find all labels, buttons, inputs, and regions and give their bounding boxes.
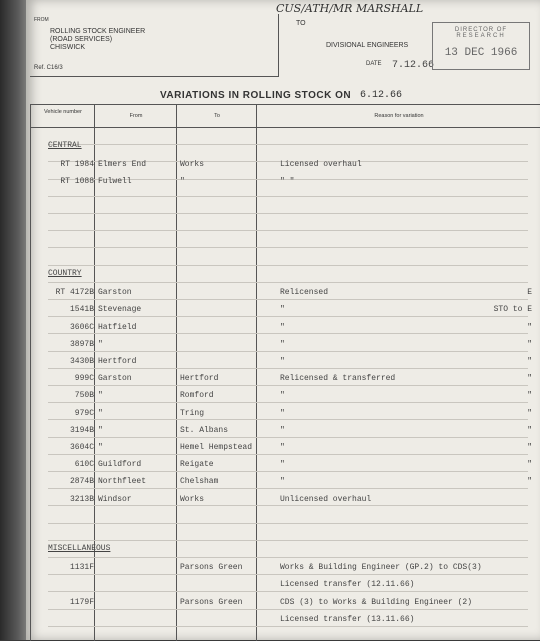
from-garage: " (98, 340, 103, 349)
table-row (30, 407, 540, 424)
to-value: DIVISIONAL ENGINEERS (326, 42, 409, 49)
row-rule (48, 247, 528, 248)
reason: " (280, 460, 285, 469)
table-row (30, 441, 540, 458)
received-stamp (432, 22, 530, 70)
reason: " (280, 409, 285, 418)
from-line-2: (ROAD SERVICES) (50, 36, 113, 43)
section-central: CENTRAL (48, 141, 82, 150)
table-row (30, 372, 540, 389)
table-row (30, 561, 540, 590)
reason-continued: Licensed transfer (13.11.66) (280, 615, 415, 625)
to-garage: Hertford (180, 374, 219, 383)
title-date: 6.12.66 (360, 90, 403, 101)
vehicle-number: RT 1088 (60, 177, 94, 186)
stamp-line-1: DIRECTOR OF (454, 27, 508, 33)
table-row (30, 475, 540, 492)
reason-detail: " (527, 460, 532, 469)
reason: " (280, 305, 285, 314)
to-garage: Works (180, 495, 205, 504)
row-rule (48, 230, 528, 231)
reason-detail: " (527, 357, 532, 366)
row-rule (48, 265, 528, 266)
table-row (30, 158, 540, 175)
from-garage: Guildford (98, 460, 142, 469)
row-rule (48, 213, 528, 214)
from-garage: " (98, 409, 103, 418)
vehicle-number: 2874B (69, 477, 94, 486)
reason-detail: " (527, 443, 532, 452)
to-garage: Romford (180, 391, 214, 400)
col-header-from: From (129, 113, 143, 119)
reason: " (280, 443, 285, 452)
reason: Licensed overhaul (280, 160, 362, 169)
to-garage: Works (180, 160, 205, 169)
to-label: TO (296, 20, 306, 27)
from-garage: Hertford (98, 357, 137, 366)
stamp-date: 13 DEC 1966 (444, 47, 518, 59)
to-garage: Hemel Hempstead (180, 443, 253, 452)
table-row (30, 303, 540, 320)
table-row (30, 596, 540, 625)
row-rule (48, 523, 528, 524)
reason: " (280, 340, 285, 349)
handwritten-recipients: CUS/ATH/MR MARSHALL (276, 2, 424, 15)
section-country: COUNTRY (48, 269, 82, 278)
reason-detail: " (527, 477, 532, 486)
reason-detail: " (527, 409, 532, 418)
reason-detail: " (527, 323, 532, 332)
from-garage: " (98, 391, 103, 400)
col-header-reason: Reason for variation (374, 113, 424, 119)
from-address (50, 28, 145, 52)
vehicle-number: 999C (74, 374, 94, 383)
variations-table (30, 104, 540, 641)
row-rule (48, 282, 528, 283)
table-row (30, 321, 540, 338)
to-garage: Parsons Green (180, 563, 243, 572)
from-garage: " (98, 443, 103, 452)
table-row (30, 338, 540, 355)
vehicle-number: RT 1984 (60, 160, 94, 169)
from-garage: Northfleet (98, 477, 147, 486)
vehicle-number: 1179F (69, 598, 94, 607)
row-rule (48, 591, 528, 592)
reason-detail: STO to E (493, 305, 532, 314)
reason: Works & Building Engineer (GP.2) to CDS(3) (280, 563, 482, 572)
vehicle-number: 3213B (69, 495, 94, 504)
from-garage: Windsor (98, 495, 132, 504)
col-header-vehicle: Vehicle number (44, 109, 82, 115)
table-row (30, 424, 540, 441)
to-garage: St. Albans (180, 426, 229, 435)
vehicle-number: 3430B (69, 357, 94, 366)
table-row (30, 355, 540, 372)
reason: " (280, 323, 285, 332)
stamp-line-2: RESEARCH (456, 33, 506, 39)
vehicle-number: 3606C (69, 323, 94, 332)
reason: " (280, 477, 285, 486)
vehicle-number: 3194B (69, 426, 94, 435)
date-value: 7.12.66 (392, 60, 435, 71)
vehicle-number: 1541B (69, 305, 94, 314)
table-row (30, 286, 540, 303)
to-garage: Chelsham (180, 477, 219, 486)
reason-continued: Licensed transfer (12.11.66) (280, 580, 415, 590)
reason: " " (280, 177, 295, 186)
from-label: FROM (34, 17, 49, 23)
table-row (30, 458, 540, 475)
reason: " (280, 426, 285, 435)
vehicle-number: RT 4172B (55, 288, 94, 297)
table-row (30, 175, 540, 192)
vehicle-number: 750B (74, 391, 94, 400)
section-miscellaneous: MISCELLANEOUS (48, 544, 111, 553)
from-garage: Garston (98, 288, 132, 297)
vehicle-number: 3604C (69, 443, 94, 452)
from-line-3: CHISWICK (50, 44, 85, 51)
vehicle-number: 1131F (69, 563, 94, 572)
table-row (30, 389, 540, 406)
from-garage: Hatfield (98, 323, 137, 332)
vehicle-number: 979C (74, 409, 94, 418)
col-header-to: To (214, 113, 220, 119)
reason-detail: " (527, 426, 532, 435)
to-garage: " (180, 177, 185, 186)
reason-detail: " (527, 391, 532, 400)
row-rule (48, 196, 528, 197)
row-rule (48, 144, 528, 145)
from-garage: Fulwell (98, 177, 132, 186)
reason: Relicensed & transferred (280, 374, 396, 383)
from-garage: Elmers End (98, 160, 147, 169)
to-garage: Tring (180, 409, 205, 418)
table-row (30, 493, 540, 510)
reason: " (280, 391, 285, 400)
to-garage: Reigate (180, 460, 214, 469)
reason-detail: E (527, 288, 532, 297)
date-label: DATE (366, 61, 382, 67)
row-rule (48, 540, 528, 541)
reference: Ref. C16/3 (34, 65, 63, 71)
row-rule (48, 626, 528, 627)
reason: Unlicensed overhaul (280, 495, 372, 504)
from-garage: " (98, 426, 103, 435)
reason: " (280, 357, 285, 366)
header-rule (30, 127, 540, 128)
reason-detail: " (527, 374, 532, 383)
reason: Relicensed (280, 288, 329, 297)
to-garage: Parsons Green (180, 598, 243, 607)
reason: CDS (3) to Works & Building Engineer (2) (280, 598, 473, 607)
row-rule (48, 557, 528, 558)
reason-detail: " (527, 340, 532, 349)
page-title: VARIATIONS IN ROLLING STOCK ON (160, 90, 352, 101)
vehicle-number: 610C (74, 460, 94, 469)
from-garage: Garston (98, 374, 132, 383)
from-line-1: ROLLING STOCK ENGINEER (50, 28, 146, 35)
vehicle-number: 3897B (69, 340, 94, 349)
from-garage: Stevenage (98, 305, 142, 314)
